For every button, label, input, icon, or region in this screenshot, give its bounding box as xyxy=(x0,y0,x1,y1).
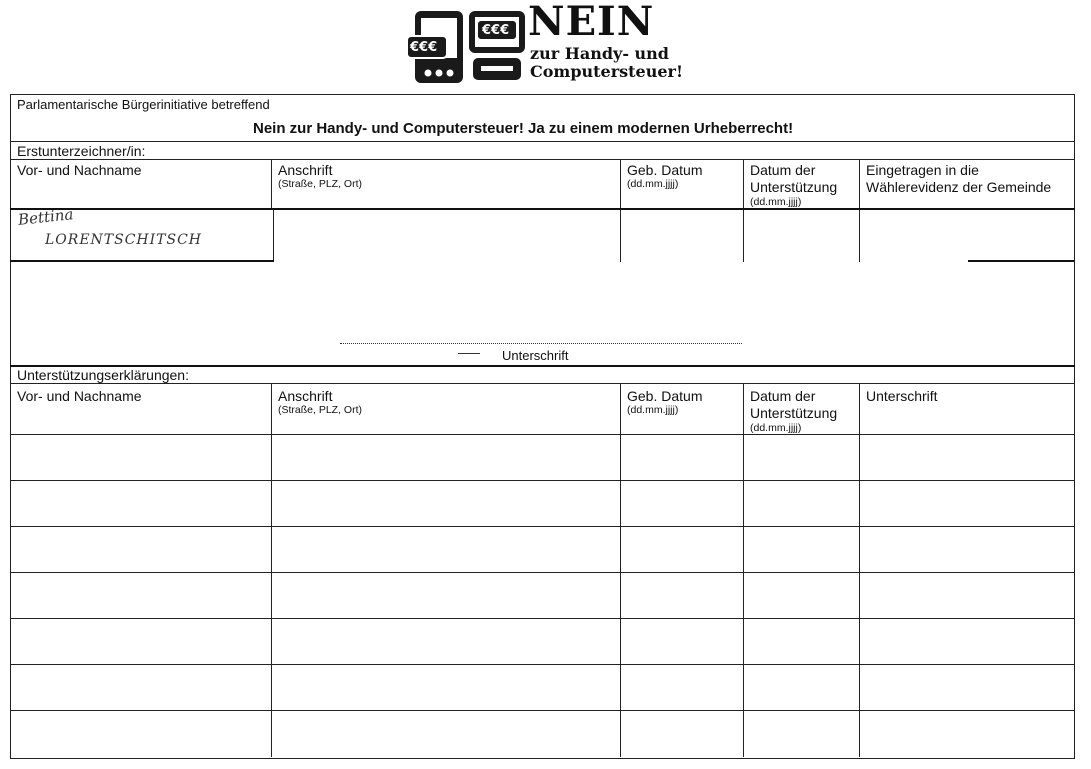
table-row xyxy=(10,618,1075,619)
column-header-support-date-2: Unterstützung xyxy=(750,179,838,195)
column-header-support-date-1: Datum der xyxy=(750,388,816,404)
table-row xyxy=(10,664,1075,665)
column-header-birth: Geb. Datum xyxy=(627,162,703,178)
logo-line-2: Computersteuer! xyxy=(530,62,683,81)
column-hint-address: (Straße, PLZ, Ort) xyxy=(278,404,363,416)
column-header-name: Vor- und Nachname xyxy=(17,162,142,178)
signature-line-mark xyxy=(458,353,480,354)
column-hint-birth: (dd.mm.jjjj) xyxy=(627,404,679,416)
table-row xyxy=(10,526,1075,527)
intro-text: Parlamentarische Bürgerinitiative betreffend xyxy=(17,97,270,112)
euro-tag-phone: €€€ xyxy=(410,40,438,55)
signature-line xyxy=(340,343,742,344)
handwritten-first-name: Bettina xyxy=(17,205,75,229)
column-header-support-date-1: Datum der xyxy=(750,162,816,178)
handwritten-last-name: LORENTSCHITSCH xyxy=(45,232,203,248)
signature-label: Unterschrift xyxy=(502,348,569,363)
column-hint-birth: (dd.mm.jjjj) xyxy=(627,178,679,190)
divider xyxy=(968,260,1074,262)
column-hint-address: (Straße, PLZ, Ort) xyxy=(278,178,363,190)
column-divider xyxy=(271,383,272,757)
column-header-registered-2: Wählerevidenz der Gemeinde xyxy=(866,179,1052,195)
divider xyxy=(10,383,1075,384)
divider xyxy=(10,141,1075,142)
column-header-birth: Geb. Datum xyxy=(627,388,703,404)
section-label-supporters: Unterstützungserklärungen: xyxy=(17,367,189,383)
column-hint-support-date: (dd.mm.jjjj) xyxy=(750,422,802,434)
table-row xyxy=(10,434,1075,435)
section-label-first-signatory: Erstunterzeichner/in: xyxy=(17,143,146,159)
column-divider xyxy=(273,209,274,262)
euro-tag-computer: €€€ xyxy=(482,23,510,38)
divider xyxy=(10,208,1075,210)
column-divider xyxy=(859,159,860,262)
table-row xyxy=(10,480,1075,481)
column-header-signature: Unterschrift xyxy=(866,388,938,404)
logo-line-1: zur Handy- und xyxy=(530,44,669,63)
column-divider xyxy=(620,383,621,757)
divider xyxy=(10,159,1075,160)
page-title: Nein zur Handy- und Computersteuer! Ja zu einem modernen Urheberrecht! xyxy=(253,120,794,137)
column-divider xyxy=(743,383,744,757)
divider xyxy=(10,260,274,262)
column-divider xyxy=(859,383,860,757)
column-divider xyxy=(743,159,744,262)
logo-word: NEIN xyxy=(528,0,655,45)
table-row xyxy=(10,710,1075,711)
column-header-address: Anschrift xyxy=(278,388,333,404)
column-hint-support-date: (dd.mm.jjjj) xyxy=(750,196,802,208)
column-header-registered-1: Eingetragen in die xyxy=(866,162,979,178)
column-header-address: Anschrift xyxy=(278,162,333,178)
column-header-name: Vor- und Nachname xyxy=(17,388,142,404)
column-divider xyxy=(620,159,621,262)
column-header-support-date-2: Unterstützung xyxy=(750,405,838,421)
table-row xyxy=(10,572,1075,573)
column-divider xyxy=(271,159,272,209)
